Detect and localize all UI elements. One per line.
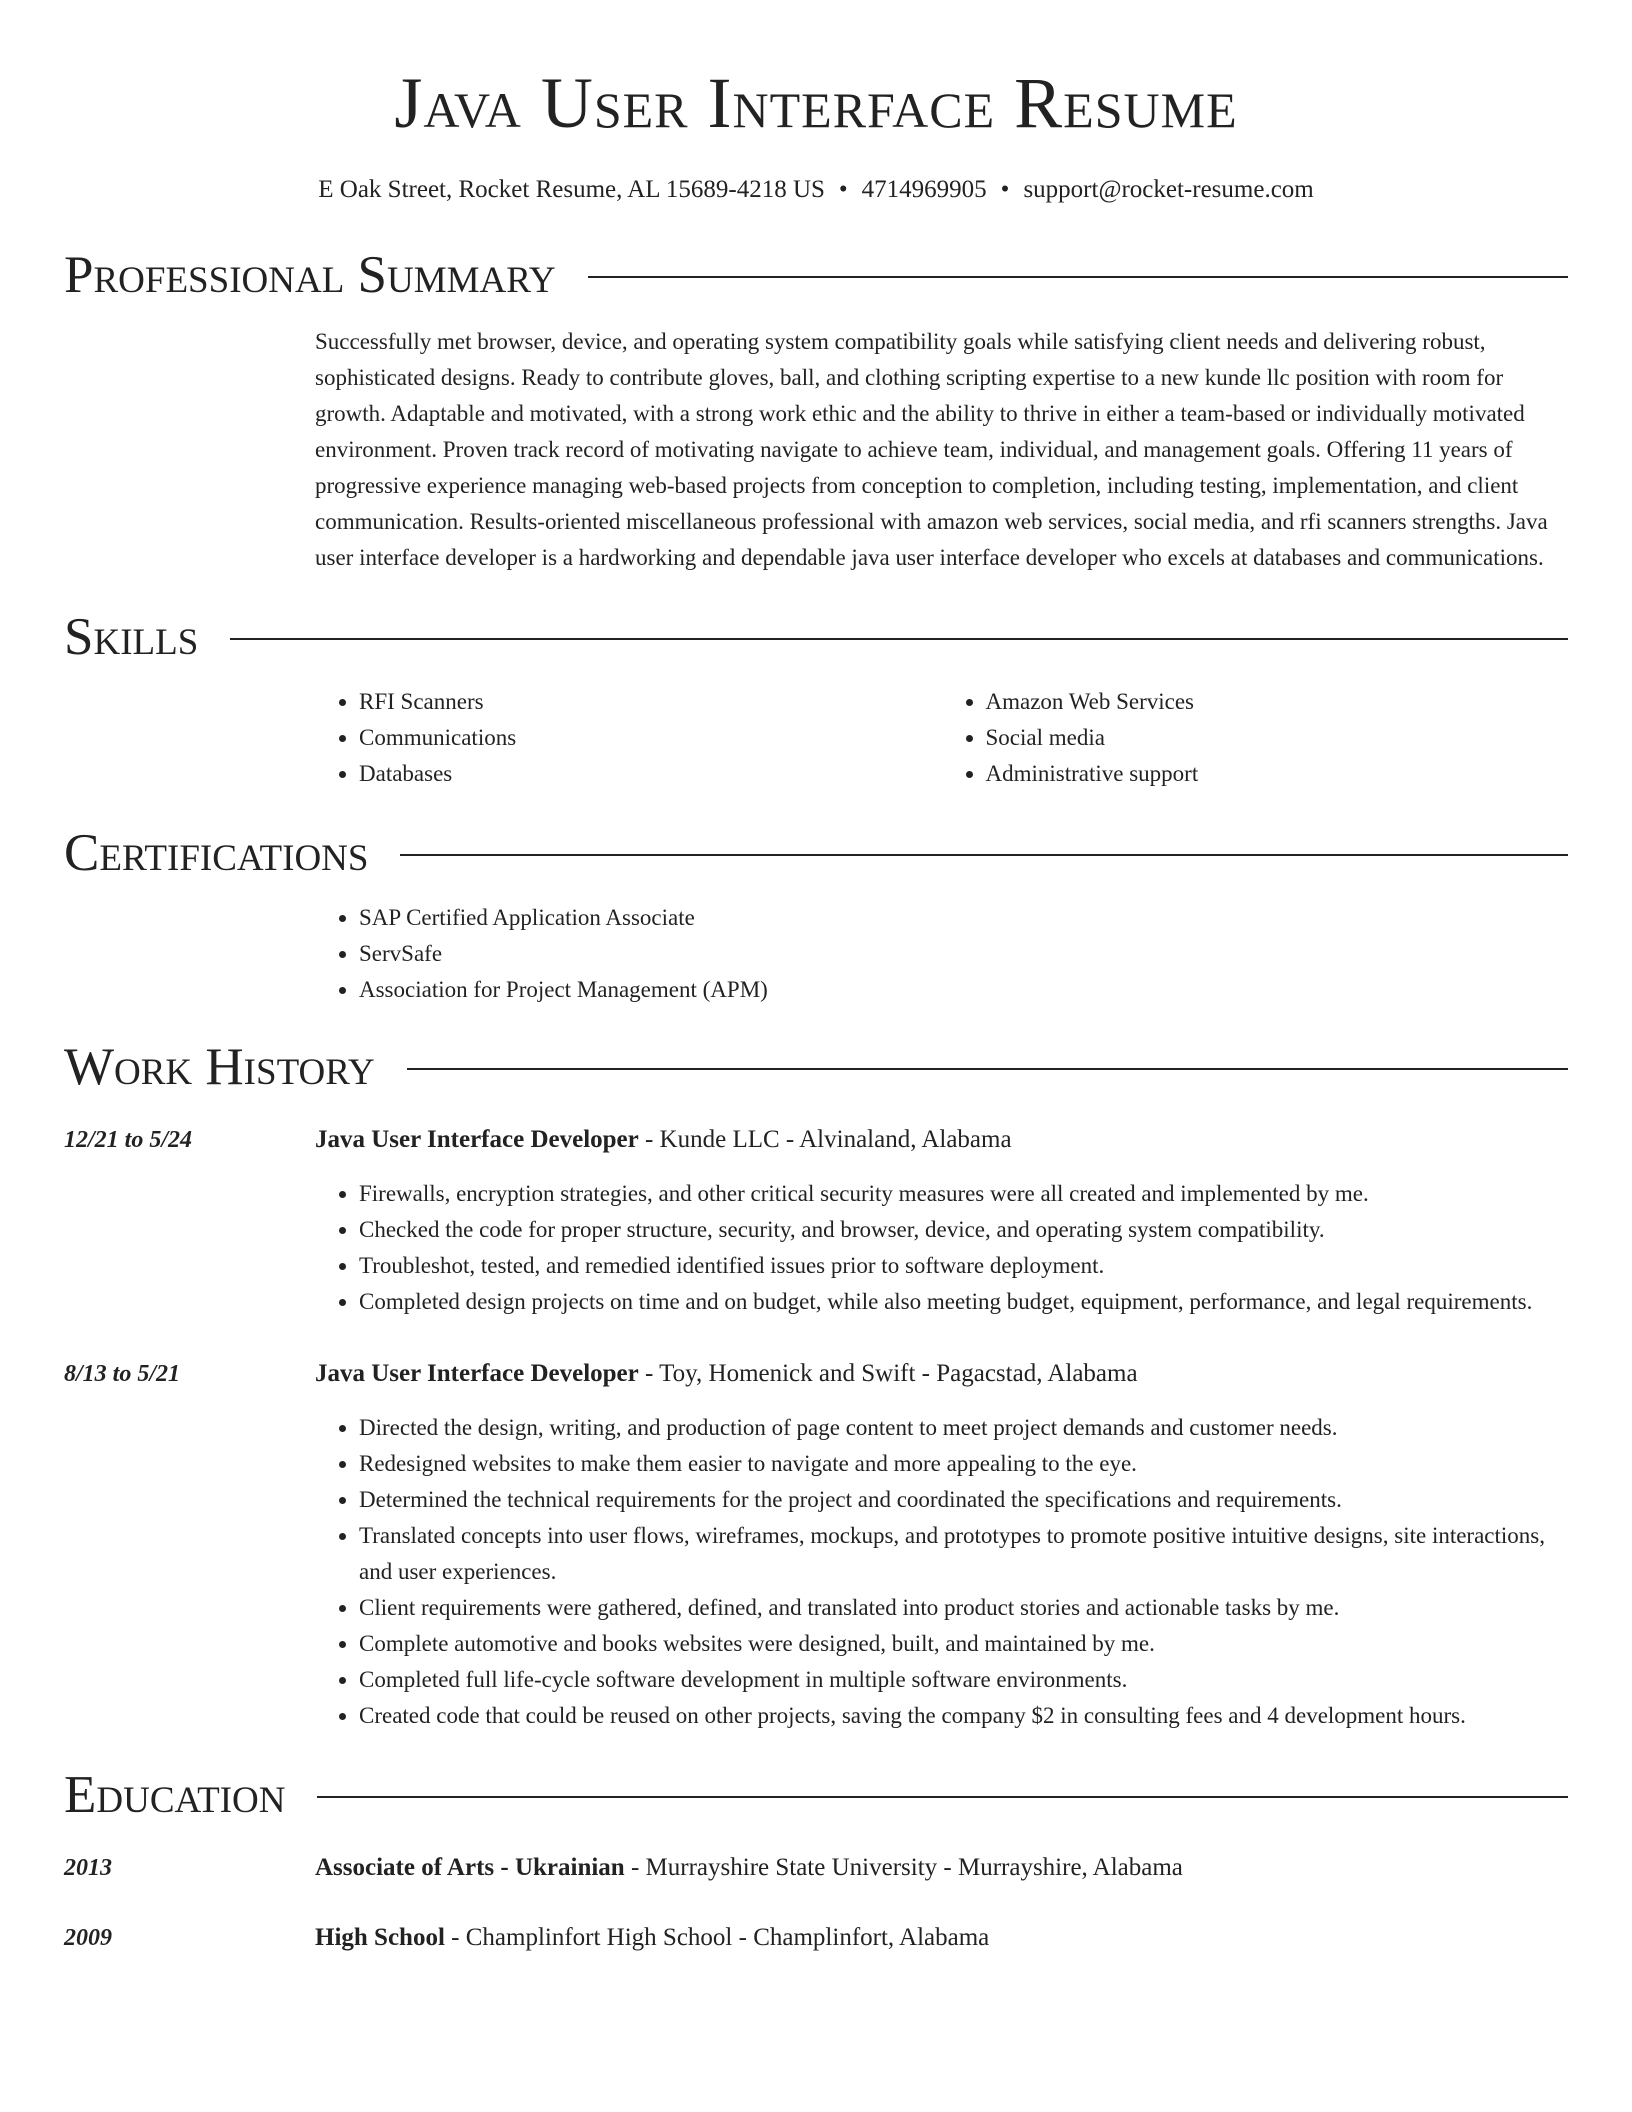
section-title: Education <box>64 1766 286 1824</box>
education-degree: High School <box>315 1924 445 1951</box>
email-link[interactable]: support@rocket-resume.com <box>1023 176 1314 203</box>
education-details <box>315 1920 1568 1956</box>
education-year: 2009 <box>64 1925 112 1951</box>
separator-dot: • <box>1000 176 1010 203</box>
section-title: Certifications <box>64 824 369 882</box>
job-bullet: • Firewalls, encryption strategies, and other critical security measures were all created and implemented by me. <box>359 1176 1568 1212</box>
education-header <box>64 1760 1568 1830</box>
work-history-section <box>64 1032 1568 1734</box>
summary-header <box>64 240 1568 310</box>
section-title: Skills <box>64 608 199 666</box>
work-history-header <box>64 1032 1568 1102</box>
job-bullet: • Completed full life-cycle software development in multiple software environments. <box>359 1662 1568 1698</box>
page-title: Java User Interface Resume <box>394 63 1238 143</box>
job-bullet: • Translated concepts into user flows, wireframes, mockups, and prototypes to promote positive intuitive designs, site interactions, and user experiences. <box>359 1518 1568 1590</box>
section-divider <box>230 638 1568 640</box>
contact-line <box>64 174 1568 206</box>
skills-right-column <box>942 684 1569 792</box>
job-bullet: • Checked the code for proper structure, security, and browser, device, and operating system compatibility. <box>359 1212 1568 1248</box>
skills-header <box>64 602 1568 672</box>
skill-item: • Databases <box>359 756 942 792</box>
skills-section <box>64 602 1568 792</box>
job-employer: - Kunde LLC - Alvinaland, Alabama <box>638 1126 1012 1153</box>
job-entry <box>64 1122 1568 1320</box>
separator-dot: • <box>838 176 848 203</box>
skills-left-column <box>315 684 942 792</box>
job-bullet: • Troubleshot, tested, and remedied identified issues prior to software deployment. <box>359 1248 1568 1284</box>
job-details <box>315 1122 1568 1320</box>
address: E Oak Street, Rocket Resume, AL 15689-4218 US <box>318 176 825 203</box>
section-divider <box>400 854 1568 856</box>
job-dates: 8/13 to 5/21 <box>64 1361 181 1387</box>
certification-item: • SAP Certified Application Associate <box>359 900 1568 936</box>
job-title: Java User Interface Developer <box>315 1126 639 1153</box>
education-school: - Champlinfort High School - Champlinfort, Alabama <box>444 1924 990 1951</box>
certifications-list <box>315 900 1568 1008</box>
certification-item: • ServSafe <box>359 936 1568 972</box>
skill-item: • Administrative support <box>986 756 1569 792</box>
summary-text: Successfully met browser, device, and operating system compatibility goals while satisfying client needs and delivering robust, sophisticated designs. Ready to contribute gloves, ball, and clothing scripting expertise to a new kunde llc position with room for growth. Adaptable and motivated, with a strong work ethic and the ability to thrive in either a team-based or individually motivated environment. Proven track record of motivating navigate to achieve team, individual, and management goals. Offering 11 years of progressive experience managing web-based projects from conception to completion, including testing, implementation, and client communication. Results-oriented miscellaneous professional with amazon web services, social media, and rfi scanners strengths. Java user interface developer is a hardworking and dependable java user interface developer who excels at databases and communications. <box>315 329 1548 570</box>
job-bullets <box>315 1176 1568 1320</box>
certifications-header <box>64 818 1568 888</box>
section-title: Professional Summary <box>64 246 556 304</box>
job-bullet: • Created code that could be reused on other projects, saving the company $2 in consulting fees and 4 development hours. <box>359 1698 1568 1734</box>
job-bullet: • Client requirements were gathered, defined, and translated into product stories and actionable tasks by me. <box>359 1590 1568 1626</box>
education-school: - Murrayshire State University - Murrayshire, Alabama <box>624 1854 1183 1881</box>
education-section <box>64 1760 1568 1956</box>
job-dates: 12/21 to 5/24 <box>64 1127 193 1153</box>
skill-item: • RFI Scanners <box>359 684 942 720</box>
job-bullet: • Determined the technical requirements for the project and coordinated the specifications and requirements. <box>359 1482 1568 1518</box>
section-divider <box>407 1068 1568 1070</box>
skill-item: • Amazon Web Services <box>986 684 1569 720</box>
job-title-line <box>315 1122 1568 1158</box>
section-title: Work History <box>64 1038 375 1096</box>
education-entry <box>64 1920 1568 1956</box>
job-details <box>315 1356 1568 1734</box>
summary-section <box>64 240 1568 576</box>
education-year: 2013 <box>64 1855 112 1881</box>
education-details <box>315 1850 1568 1886</box>
skill-item: • Social media <box>986 720 1569 756</box>
section-divider <box>588 276 1568 278</box>
certification-item: • Association for Project Management (APM) <box>359 972 1568 1008</box>
skills-list <box>315 684 1568 792</box>
education-degree: Associate of Arts - Ukrainian <box>315 1854 625 1881</box>
job-bullet: • Complete automotive and books websites were designed, built, and maintained by me. <box>359 1626 1568 1662</box>
job-title-line <box>315 1356 1568 1392</box>
job-bullets <box>315 1410 1568 1734</box>
certifications-section <box>64 818 1568 1008</box>
job-bullet: • Redesigned websites to make them easier to navigate and more appealing to the eye. <box>359 1446 1568 1482</box>
phone: 4714969905 <box>861 176 987 203</box>
job-title: Java User Interface Developer <box>315 1360 639 1387</box>
job-entry <box>64 1356 1568 1734</box>
job-employer: - Toy, Homenick and Swift - Pagacstad, Alabama <box>638 1360 1138 1387</box>
job-bullet: • Directed the design, writing, and production of page content to meet project demands and customer needs. <box>359 1410 1568 1446</box>
job-bullet: • Completed design projects on time and on budget, while also meeting budget, equipment, performance, and legal requirements. <box>359 1284 1568 1320</box>
skill-item: • Communications <box>359 720 942 756</box>
education-entry <box>64 1850 1568 1886</box>
section-divider <box>317 1796 1568 1798</box>
